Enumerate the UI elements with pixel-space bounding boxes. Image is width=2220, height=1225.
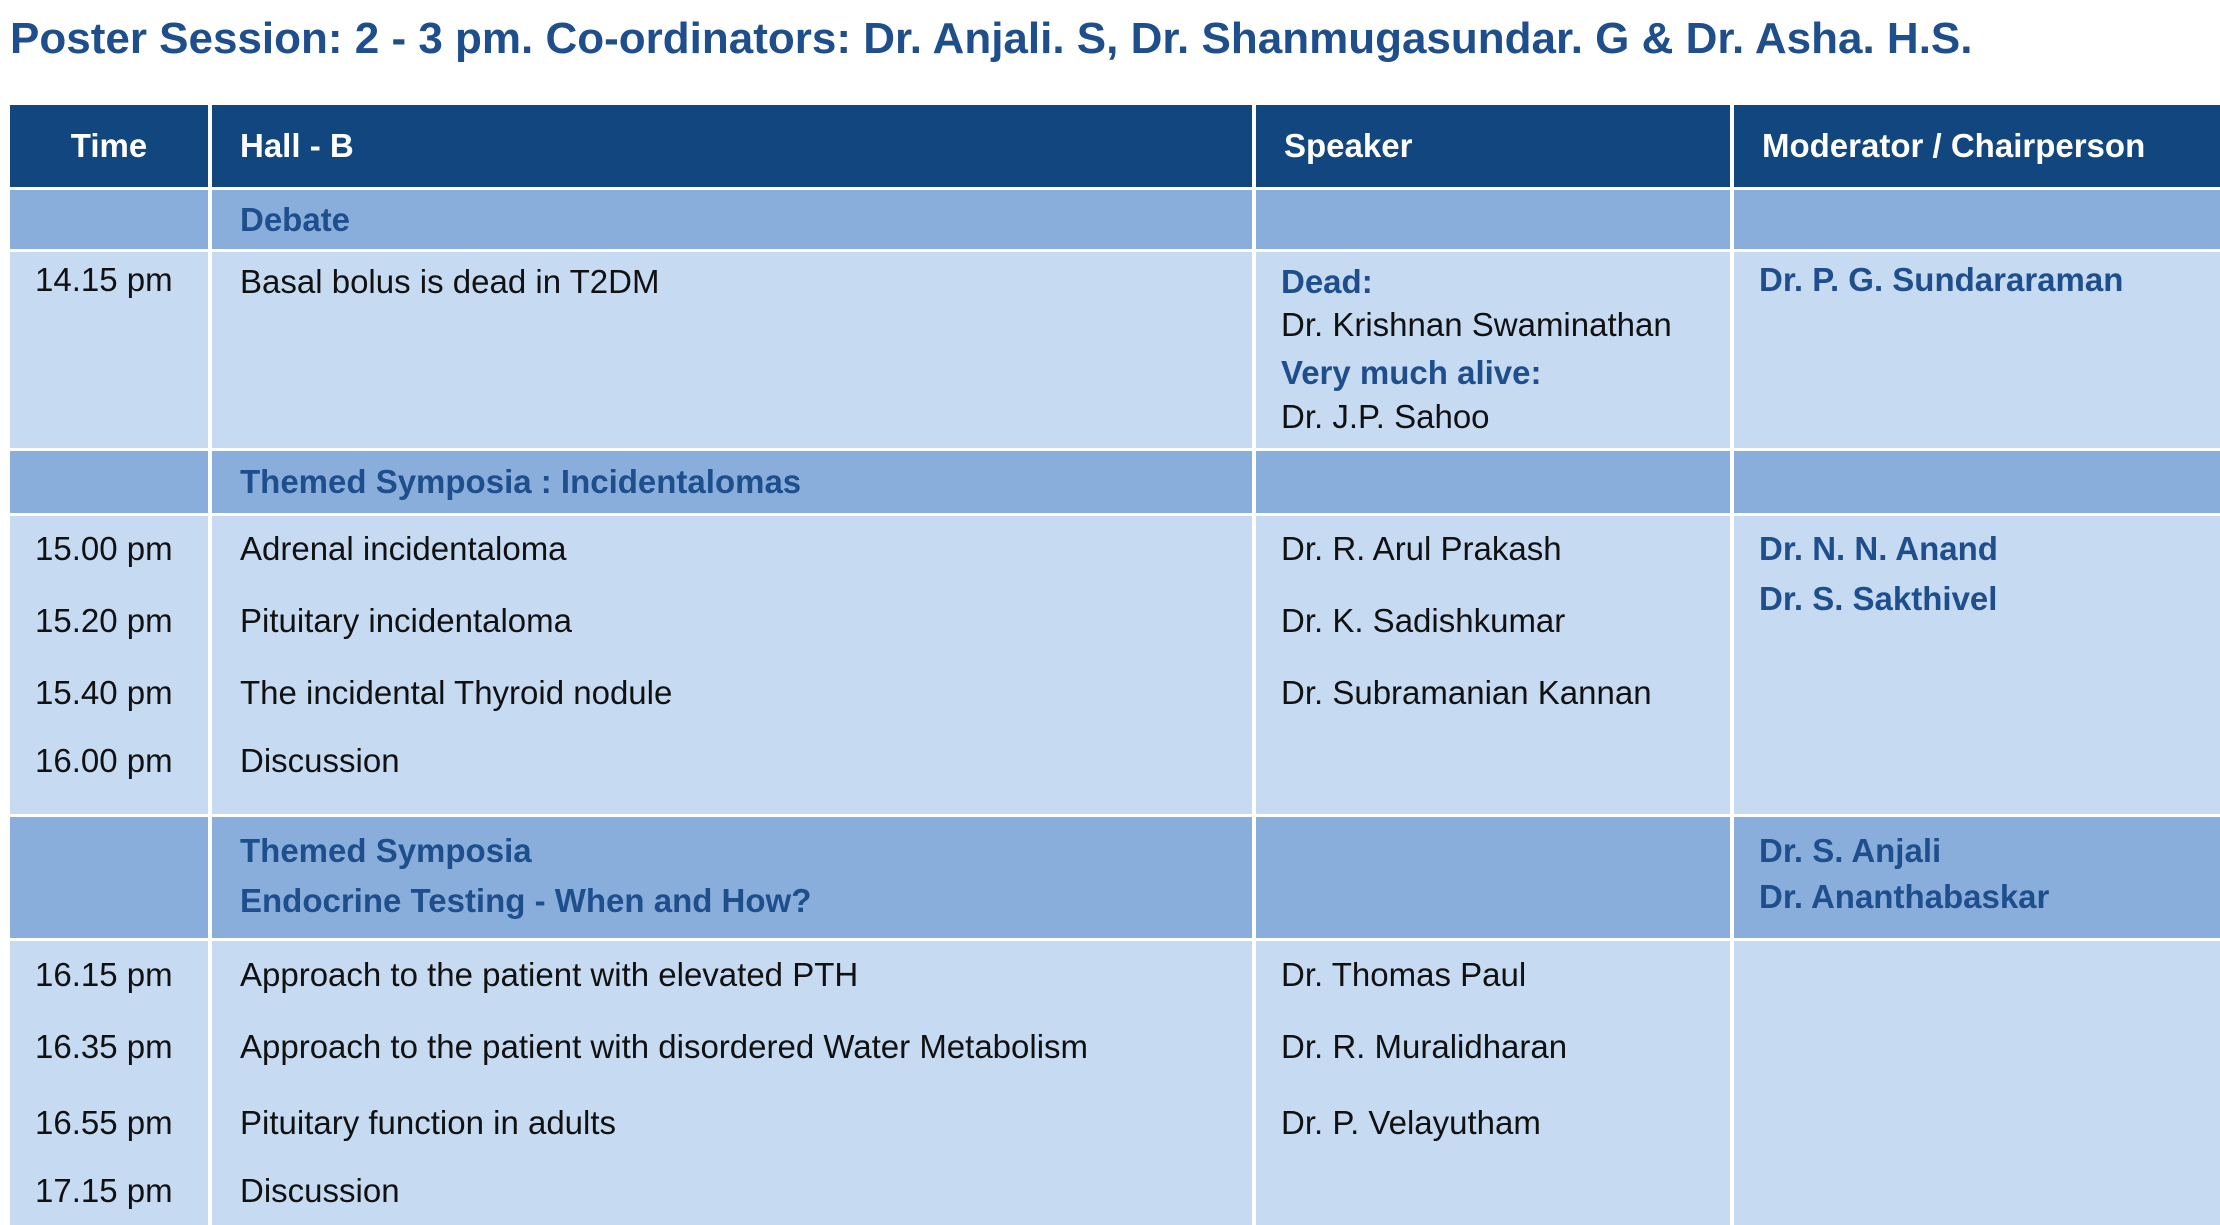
endocrine-speaker-cell (1256, 941, 1730, 1225)
incidentalomas-time-3: 15.40 pm (35, 674, 173, 711)
endocrine-time-4: 17.15 pm (35, 1172, 173, 1209)
endocrine-time-2: 16.35 pm (35, 1028, 173, 1065)
incidentalomas-topic-4: Discussion (240, 742, 400, 779)
endocrine-topic-3: Pituitary function in adults (240, 1104, 617, 1141)
incidentalomas-moderator-2: Dr. S. Sakthivel (1759, 580, 1998, 617)
incidentalomas-moderator-cell (1734, 516, 2220, 814)
header-moderator: Moderator / Chairperson (1734, 105, 2220, 187)
endocrine-topic-1: Approach to the patient with elevated PTH (240, 956, 859, 993)
debate-speaker-cell (1256, 252, 1730, 448)
schedule-table (10, 105, 2220, 1216)
endocrine-time-1: 16.15 pm (35, 956, 173, 993)
incidentalomas-speaker-3: Dr. Subramanian Kannan (1281, 674, 1652, 711)
debate-moderator: Dr. P. G. Sundararaman (1759, 261, 2124, 298)
page-title: Poster Session: 2 - 3 pm. Co-ordinators: Dr. Anjali. S, Dr. Shanmugasundar. G & Dr. Asha. H.S. (10, 14, 1973, 63)
debate-topic-cell (212, 252, 1252, 448)
debate-time-cell (10, 252, 208, 448)
debate-topic: Basal bolus is dead in T2DM (240, 263, 660, 300)
incidentalomas-moderator-1: Dr. N. N. Anand (1759, 530, 1998, 567)
endocrine-speaker-1: Dr. Thomas Paul (1281, 956, 1527, 993)
endocrine-speaker-3: Dr. P. Velayutham (1281, 1104, 1541, 1141)
endocrine-topic-4: Discussion (240, 1172, 400, 1209)
incidentalomas-speaker-2: Dr. K. Sadishkumar (1281, 602, 1566, 639)
endocrine-moderator-cell (1734, 941, 2220, 1225)
endocrine-moderator-1: Dr. S. Anjali (1759, 832, 1942, 869)
debate-side2-label: Very much alive: (1281, 354, 1542, 391)
section-time-cell (10, 451, 208, 513)
section-title-debate: Debate (240, 200, 351, 238)
debate-moderator-cell (1734, 252, 2220, 448)
endocrine-time-3: 16.55 pm (35, 1104, 173, 1141)
section-endocrine-moderators (1734, 817, 2220, 938)
endocrine-topic-2: Approach to the patient with disordered Water Metabolism (240, 1028, 1089, 1065)
endocrine-speaker-2: Dr. R. Muralidharan (1281, 1028, 1568, 1065)
section-title-endocrine-1: Themed Symposia (240, 832, 532, 869)
incidentalomas-time-2: 15.20 pm (35, 602, 173, 639)
section-moderator-cell (1734, 451, 2220, 513)
endocrine-moderator-2: Dr. Ananthabaskar (1759, 878, 2050, 915)
section-moderator-cell (1734, 190, 2220, 249)
incidentalomas-topic-2: Pituitary incidentaloma (240, 602, 572, 639)
debate-side2-speaker: Dr. J.P. Sahoo (1281, 398, 1490, 435)
section-endocrine (212, 817, 1252, 938)
section-time-cell (10, 817, 208, 938)
incidentalomas-time-4: 16.00 pm (35, 742, 173, 779)
incidentalomas-speaker-1: Dr. R. Arul Prakash (1281, 530, 1562, 567)
section-title-incidentalomas: Themed Symposia : Incidentalomas (240, 463, 802, 500)
incidentalomas-topic-3: The incidental Thyroid nodule (240, 674, 673, 711)
section-debate (212, 190, 1252, 249)
debate-side1-speaker: Dr. Krishnan Swaminathan (1281, 306, 1672, 343)
incidentalomas-topic-cell (212, 516, 1252, 814)
section-title-endocrine-2: Endocrine Testing - When and How? (240, 882, 812, 919)
header-speaker: Speaker (1256, 105, 1730, 187)
section-incidentalomas (212, 451, 1252, 513)
debate-time: 14.15 pm (35, 261, 173, 298)
section-speaker-cell (1256, 190, 1730, 249)
incidentalomas-time-cell (10, 516, 208, 814)
section-speaker-cell (1256, 817, 1730, 938)
debate-side1-label: Dead: (1281, 263, 1373, 300)
incidentalomas-speaker-cell (1256, 516, 1730, 814)
incidentalomas-topic-1: Adrenal incidentaloma (240, 530, 567, 567)
endocrine-time-cell (10, 941, 208, 1225)
header-time: Time (10, 105, 208, 187)
section-time-cell (10, 190, 208, 249)
incidentalomas-time-1: 15.00 pm (35, 530, 173, 567)
endocrine-topic-cell (212, 941, 1252, 1225)
header-hall: Hall - B (212, 105, 1252, 187)
section-speaker-cell (1256, 451, 1730, 513)
